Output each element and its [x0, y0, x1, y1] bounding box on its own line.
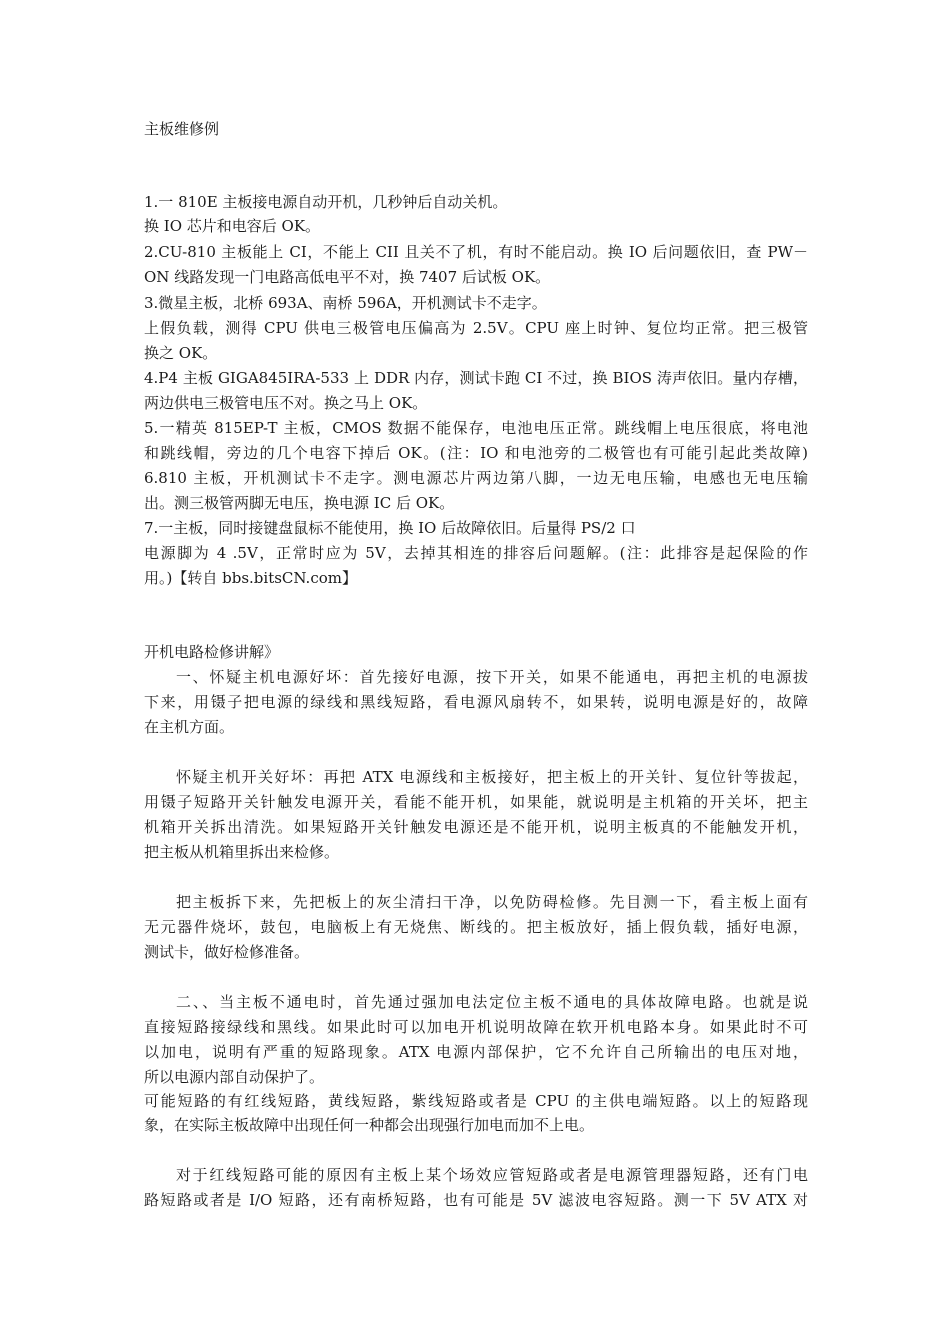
case-3-line-3: 换之 OK。 — [144, 344, 218, 362]
para-4-line-1: 二、、当主板不通电时，首先通过强加电法定位主板不通电的具体故障电路。也就是说 — [176, 993, 808, 1011]
para-4-line-4: 所以电源内部自动保护了。 — [144, 1068, 325, 1086]
doc-title-power-on-circuit: 开机电路检修讲解》 — [144, 643, 280, 661]
para-3-line-3: 测试卡，做好检修准备。 — [144, 943, 310, 961]
case-2-line-1: 2.CU-810 主板能上 CI，不能上 CII 且关不了机，有时不能启动。换 IO 后问题依旧，查 PW－ — [144, 243, 808, 261]
para-2-line-1: 怀疑主机开关好坏：再把 ATX 电源线和主板接好，把主板上的开关针、复位针等拔起， — [176, 768, 808, 786]
case-3-line-2: 上假负载，测得 CPU 供电三极管电压偏高为 2.5V。CPU 座上时钟、复位均正常。把三极管 — [144, 319, 808, 337]
doc-title-repair-cases: 主板维修例 — [144, 120, 220, 138]
case-5-line-1: 5.一精英 815EP-T 主板，CMOS 数据不能保存，电池电压正常。跳线帽上电压很底，将电池 — [144, 419, 808, 437]
para-4-line-2: 直接短路接绿线和黑线。如果此时可以加电开机说明故障在软开机电路本身。如果此时不可 — [144, 1018, 808, 1036]
case-5-line-2: 和跳线帽，旁边的几个电容下掉后 OK。(注：IO 和电池旁的二极管也有可能引起此类故障) — [144, 444, 808, 462]
para-3-line-1: 把主板拆下来，先把板上的灰尘清扫干净，以免防碍检修。先目测一下，看主板上面有 — [176, 893, 808, 911]
para-1-line-1: 一、怀疑主机电源好坏：首先接好电源，按下开关，如果不能通电，再把主机的电源拔 — [176, 668, 808, 686]
para-2-line-3: 机箱开关拆出清洗。如果短路开关针触发电源还是不能开机，说明主板真的不能触发开机， — [144, 818, 808, 836]
para-5-line-1: 对于红线短路可能的原因有主板上某个场效应管短路或者是电源管理器短路，还有门电 — [176, 1166, 808, 1184]
case-6-line-2: 出。测三极管两脚无电压，换电源 IC 后 OK。 — [144, 494, 455, 512]
case-4-line-2: 两边供电三极管电压不对。换之马上 OK。 — [144, 394, 428, 412]
case-3-line-1: 3.微星主板，北桥 693A、南桥 596A，开机测试卡不走字。 — [144, 294, 547, 312]
case-4-line-1: 4.P4 主板 GIGA845IRA-533 上 DDR 内存，测试卡跑 CI 不过，换 BIOS 涛声依旧。量内存槽， — [144, 369, 808, 387]
para-4-line-3: 以加电，说明有严重的短路现象。ATX 电源内部保护，它不允许自己所输出的电压对地， — [144, 1043, 808, 1061]
case-7-line-1: 7.一主板，同时接键盘鼠标不能使用，换 IO 后故障依旧。后量得 PS/2 口 — [144, 519, 636, 537]
case-1-line-1: 1.一 810E 主板接电源自动开机，几秒钟后自动关机。 — [144, 193, 508, 211]
case-6-line-1: 6.810 主板，开机测试卡不走字。测电源芯片两边第八脚，一边无电压输，电感也无电压输 — [144, 469, 808, 487]
para-5-line-2: 路短路或者是 I/O 短路，还有南桥短路，也有可能是 5V 滤波电容短路。测一下 5V ATX 对 — [144, 1191, 808, 1209]
case-1-line-2: 换 IO 芯片和电容后 OK。 — [144, 217, 321, 235]
case-7-line-3: 用。)【转自 bbs.bitsCN.com】 — [144, 569, 357, 587]
case-2-line-2: ON 线路发现一门电路高低电平不对，换 7407 后试板 OK。 — [144, 268, 551, 286]
para-1-line-3: 在主机方面。 — [144, 718, 235, 736]
para-4-line-6: 象，在实际主板故障中出现任何一种都会出现强行加电而加不上电。 — [144, 1116, 595, 1134]
para-2-line-2: 用镊子短路开关针触发电源开关，看能不能开机，如果能，就说明是主机箱的开关坏，把主 — [144, 793, 808, 811]
case-7-line-2: 电源脚为 4 .5V，正常时应为 5V，去掉其相连的排容后问题解。(注：此排容是起保险的作 — [144, 544, 808, 562]
para-4-line-5: 可能短路的有红线短路，黄线短路，紫线短路或者是 CPU 的主供电端短路。以上的短路现 — [144, 1092, 808, 1110]
para-1-line-2: 下来，用镊子把电源的绿线和黑线短路，看电源风扇转不，如果转，说明电源是好的，故障 — [144, 693, 808, 711]
para-2-line-4: 把主板从机箱里拆出来检修。 — [144, 843, 340, 861]
para-3-line-2: 无元器件烧坏，鼓包，电脑板上有无烧焦、断线的。把主板放好，插上假负载，插好电源， — [144, 918, 808, 936]
